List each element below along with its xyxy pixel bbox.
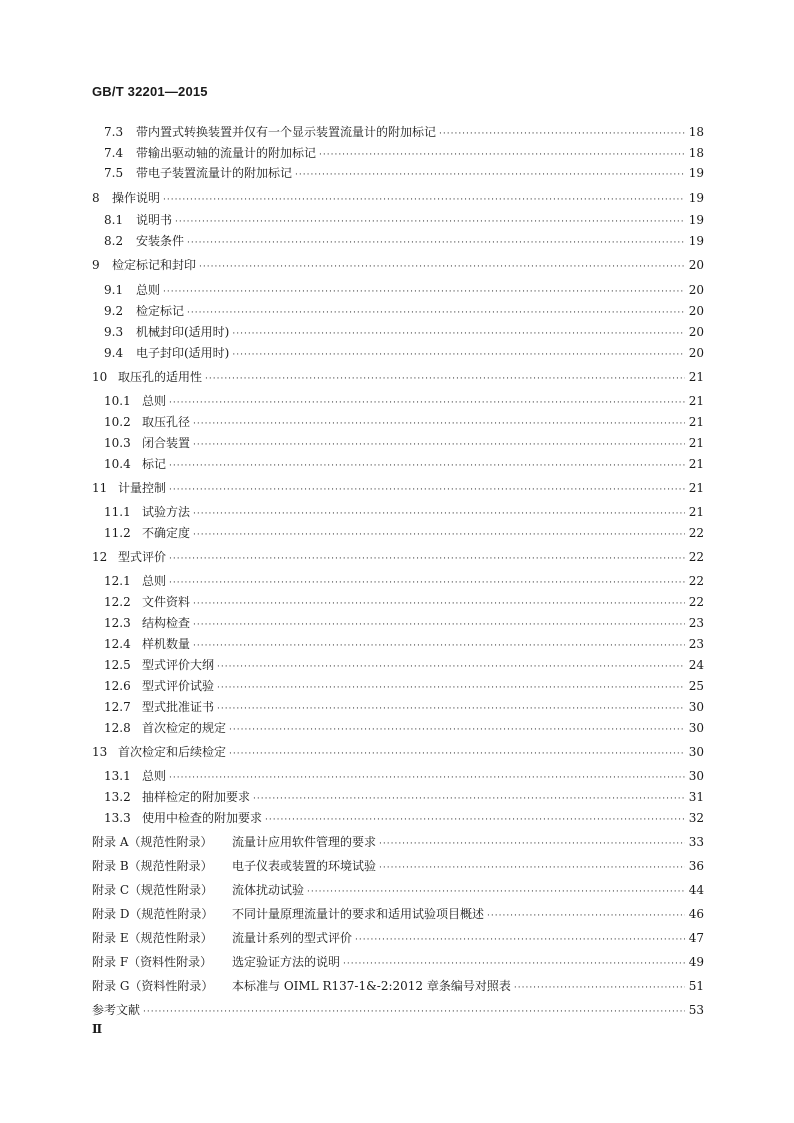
toc-entry-title: 带电子装置流量计的附加标记 [136,166,293,180]
toc-entry-page: 20 [688,258,704,272]
toc-entry-title: 总则 [142,769,167,783]
toc-entry[interactable] [92,369,704,387]
toc-entry-page: 23 [688,616,704,630]
toc-entry[interactable] [104,504,704,522]
toc-entry-title: 不确定度 [142,526,191,540]
toc-entry-number: 11 [92,481,108,495]
toc-entry-page: 22 [688,595,704,609]
toc-entry[interactable] [104,636,704,654]
toc-entry-title: 流量计系列的型式评价 [232,931,353,945]
toc-entry-page: 30 [688,721,704,735]
toc-entry-page: 22 [688,550,704,564]
toc-entry[interactable] [92,930,704,948]
toc-entry-number: 附录 C（规范性附录） [92,883,213,897]
toc-entry-number: 13.3 [104,811,131,825]
toc-entry[interactable] [104,345,704,363]
toc-entry-page: 51 [688,979,704,993]
dot-leader [193,617,685,633]
toc-entry-page: 44 [688,883,704,897]
toc-entry-number: 7.4 [104,146,124,160]
dot-leader [169,551,685,567]
toc-entry[interactable] [104,303,704,321]
toc-entry[interactable] [92,882,704,900]
dot-leader [232,326,685,342]
toc-entry[interactable] [92,1002,704,1020]
toc-entry-number: 9 [92,258,100,272]
toc-entry-number: 9.3 [104,325,124,339]
toc-entry-page: 30 [688,745,704,759]
toc-entry-number: 附录 E（规范性附录） [92,931,213,945]
dot-leader [143,1004,685,1020]
toc-entry-number: 12.5 [104,658,131,672]
toc-entry[interactable] [104,435,704,453]
dot-leader [379,836,685,852]
toc-entry-title: 参考文献 [92,1003,141,1017]
toc-entry-number: 11.2 [104,526,131,540]
toc-entry-page: 19 [688,191,704,205]
toc-entry-page: 24 [688,658,704,672]
dot-leader [295,167,685,183]
toc-entry[interactable] [104,810,704,828]
toc-entry-title: 试验方法 [142,505,191,519]
toc-entry-number: 10.2 [104,415,131,429]
toc-entry[interactable] [92,978,704,996]
dot-leader [169,575,685,591]
toc-entry-title: 机械封印(适用时) [136,325,230,339]
toc-entry-page: 19 [688,166,704,180]
toc-entry-number: 12.3 [104,616,131,630]
dot-leader [514,980,685,996]
toc-entry[interactable] [104,720,704,738]
toc-entry-page: 19 [688,213,704,227]
dot-leader [229,746,685,762]
toc-entry-title: 选定验证方法的说明 [232,955,341,969]
dot-leader [319,147,685,163]
toc-entry-number: 8.1 [104,213,124,227]
dot-leader [169,458,685,474]
toc-entry-page: 20 [688,325,704,339]
toc-entry-title: 型式批准证书 [142,700,215,714]
toc-entry-title: 闭合装置 [142,436,191,450]
toc-entry-number: 12.7 [104,700,131,714]
toc-entry-number: 13.2 [104,790,131,804]
dot-leader [217,701,685,717]
toc-entry[interactable] [92,954,704,972]
toc-entry[interactable] [104,789,704,807]
dot-leader [193,437,685,453]
toc-entry[interactable] [104,282,704,300]
toc-entry[interactable] [104,324,704,342]
toc-entry-page: 22 [688,526,704,540]
toc-entry-page: 53 [688,1003,704,1017]
dot-leader [187,235,685,251]
dot-leader [343,956,685,972]
toc-entry-page: 20 [688,304,704,318]
dot-leader [232,347,685,363]
toc-entry-number: 8 [92,191,100,205]
dot-leader [253,791,685,807]
toc-entry-number: 附录 A（规范性附录） [92,835,213,849]
toc-entry-page: 18 [688,125,704,139]
toc-entry-title: 检定标记和封印 [112,258,197,272]
toc-entry-number: 附录 B（规范性附录） [92,859,213,873]
toc-entry[interactable] [104,456,704,474]
toc-entry[interactable] [92,858,704,876]
toc-entry-number: 附录 F（资料性附录） [92,955,213,969]
toc-entry-page: 22 [688,574,704,588]
toc-entry-number: 9.1 [104,283,124,297]
toc-entry-title: 电子封印(适用时) [136,346,230,360]
toc-entry-number: 13 [92,745,108,759]
toc-entry-title: 型式评价试验 [142,679,215,693]
toc-entry[interactable] [92,834,704,852]
toc-entry[interactable] [104,212,704,230]
toc-entry[interactable] [104,615,704,633]
dot-leader [169,395,685,411]
dot-leader [229,722,685,738]
toc-entry-number: 10.3 [104,436,131,450]
toc-entry-page: 47 [688,931,704,945]
toc-entry-page: 49 [688,955,704,969]
toc-entry-page: 21 [688,457,704,471]
dot-leader [487,908,685,924]
toc-entry-title: 带内置式转换装置并仅有一个显示装置流量计的附加标记 [136,125,437,139]
toc-entry-number: 7.5 [104,166,124,180]
toc-entry-title: 不同计量原理流量计的要求和适用试验项目概述 [232,907,485,921]
toc-entry-title: 电子仪表或装置的环境试验 [232,859,377,873]
toc-entry-page: 21 [688,370,704,384]
toc-entry-page: 18 [688,146,704,160]
toc-entry-number: 8.2 [104,234,124,248]
dot-leader [265,812,685,828]
dot-leader [193,416,685,432]
toc-entry-page: 46 [688,907,704,921]
toc-entry-page: 20 [688,283,704,297]
dot-leader [205,371,685,387]
toc-entry[interactable] [104,594,704,612]
toc-entry-page: 19 [688,234,704,248]
toc-entry-number: 10 [92,370,108,384]
dot-leader [355,932,685,948]
dot-leader [439,126,685,142]
toc-entry-title: 使用中检查的附加要求 [142,811,263,825]
toc-entry-title: 流体扰动试验 [232,883,305,897]
toc-entry[interactable] [92,549,704,567]
toc-entry-number: 12.4 [104,637,131,651]
dot-leader [187,305,685,321]
dot-leader [169,482,685,498]
toc-entry-title: 结构检查 [142,616,191,630]
dot-leader [217,680,685,696]
toc-entry[interactable] [104,699,704,717]
toc-entry-title: 操作说明 [112,191,161,205]
toc-entry-title: 样机数量 [142,637,191,651]
toc-entry[interactable] [92,906,704,924]
toc-entry[interactable] [104,165,704,183]
toc-entry-page: 32 [688,811,704,825]
dot-leader [379,860,685,876]
toc-entry-title: 安装条件 [136,234,185,248]
toc-entry-number: 10.1 [104,394,131,408]
toc-entry-number: 9.4 [104,346,124,360]
toc-entry-title: 型式评价大纲 [142,658,215,672]
toc-entry[interactable] [104,678,704,696]
toc-entry[interactable] [92,744,704,762]
dot-leader [163,192,685,208]
toc-entry-number: 12 [92,550,108,564]
dot-leader [163,284,685,300]
toc-entry-number: 12.1 [104,574,131,588]
toc-entry-page: 31 [688,790,704,804]
toc-entry-title: 计量控制 [118,481,167,495]
toc-entry-number: 7.3 [104,125,124,139]
toc-entry[interactable] [92,190,704,208]
toc-entry[interactable] [92,257,704,275]
dot-leader [199,259,685,275]
dot-leader [217,659,685,675]
toc-entry-page: 33 [688,835,704,849]
toc-entry-title: 首次检定和后续检定 [118,745,227,759]
toc-entry-page: 30 [688,700,704,714]
toc-entry-title: 总则 [142,394,167,408]
toc-entry-title: 取压孔的适用性 [118,370,203,384]
dot-leader [193,527,685,543]
toc-entry[interactable] [104,657,704,675]
toc-entry-number: 12.8 [104,721,131,735]
toc-entry-page: 23 [688,637,704,651]
toc-entry[interactable] [104,768,704,786]
toc-entry-number: 附录 D（规范性附录） [92,907,214,921]
toc-entry-number: 11.1 [104,505,131,519]
toc-entry-number: 10.4 [104,457,131,471]
toc-entry[interactable] [104,233,704,251]
toc-entry[interactable] [92,480,704,498]
dot-leader [307,884,685,900]
toc-entry-title: 型式评价 [118,550,167,564]
toc-entry-title: 总则 [136,283,161,297]
toc-entry-number: 12.2 [104,595,131,609]
toc-entry[interactable] [104,145,704,163]
toc-entry-title: 说明书 [136,213,173,227]
toc-entry-title: 标记 [142,457,167,471]
toc-entry-page: 30 [688,769,704,783]
toc-entry-page: 21 [688,394,704,408]
toc-entry[interactable] [104,393,704,411]
toc-entry[interactable] [104,124,704,142]
toc-entry-title: 流量计应用软件管理的要求 [232,835,377,849]
dot-leader [193,596,685,612]
dot-leader [169,770,685,786]
toc-entry-page: 21 [688,415,704,429]
toc-entry-title: 取压孔径 [142,415,191,429]
toc-entry-title: 文件资料 [142,595,191,609]
toc-entry-number: 13.1 [104,769,131,783]
toc-entry-title: 首次检定的规定 [142,721,227,735]
toc-entry-page: 25 [688,679,704,693]
toc-entry-page: 36 [688,859,704,873]
toc-entry-number: 附录 G（资料性附录） [92,979,214,993]
toc-entry-title: 抽样检定的附加要求 [142,790,251,804]
dot-leader [193,506,685,522]
toc-entry-page: 20 [688,346,704,360]
dot-leader [175,214,685,230]
toc-entry-title: 总则 [142,574,167,588]
toc-entry-number: 12.6 [104,679,131,693]
toc-entry-title: 带输出驱动轴的流量计的附加标记 [136,146,317,160]
toc-entry[interactable] [104,525,704,543]
toc-entry-page: 21 [688,436,704,450]
page-number-footer: Ⅱ [92,1022,103,1036]
toc-entry[interactable] [104,414,704,432]
toc-entry-title: 检定标记 [136,304,185,318]
toc-entry-number: 9.2 [104,304,124,318]
toc-entry-page: 21 [688,481,704,495]
toc-entry[interactable] [104,573,704,591]
toc-entry-page: 21 [688,505,704,519]
toc-entry-title: 本标准与 OIML R137-1&-2:2012 章条编号对照表 [232,979,511,993]
dot-leader [193,638,685,654]
document-id-header: GB/T 32201—2015 [92,84,208,99]
